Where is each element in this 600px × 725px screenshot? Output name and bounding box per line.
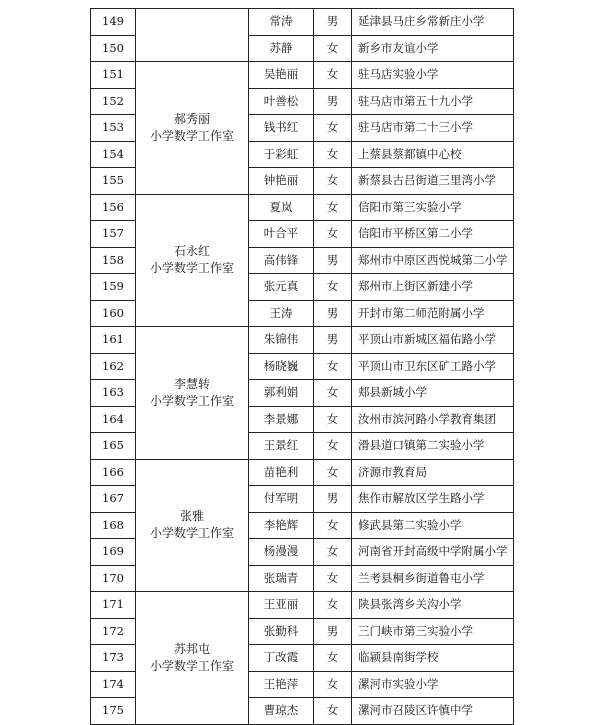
member-name: 朱锦伟 xyxy=(249,327,314,354)
member-school: 临颍县南街学校 xyxy=(352,645,514,672)
member-school: 驻马店市第五十九小学 xyxy=(352,88,514,115)
member-gender: 女 xyxy=(314,671,352,698)
row-number: 155 xyxy=(91,168,136,195)
member-name: 张元真 xyxy=(249,274,314,301)
row-number: 161 xyxy=(91,327,136,354)
member-gender: 女 xyxy=(314,221,352,248)
row-number: 164 xyxy=(91,406,136,433)
table-row xyxy=(91,62,514,89)
member-gender: 男 xyxy=(314,486,352,513)
studio-leader-name: 张雅 xyxy=(179,509,204,524)
member-name: 王艳萍 xyxy=(249,671,314,698)
row-number: 162 xyxy=(91,353,136,380)
member-name: 于彩虹 xyxy=(249,141,314,168)
row-number: 156 xyxy=(91,194,136,221)
studio-cell xyxy=(136,9,249,62)
member-gender: 女 xyxy=(314,698,352,725)
member-school: 郑州市中原区西悦城第二小学 xyxy=(352,247,514,274)
roster-table xyxy=(90,8,514,725)
table-row xyxy=(91,327,514,354)
studio-leader-name: 石永红 xyxy=(173,244,210,259)
studio-cell xyxy=(136,459,249,592)
member-name: 付军明 xyxy=(249,486,314,513)
member-gender: 女 xyxy=(314,645,352,672)
member-school: 驻马店实验小学 xyxy=(352,62,514,89)
row-number: 151 xyxy=(91,62,136,89)
member-gender: 女 xyxy=(314,35,352,62)
member-gender: 男 xyxy=(314,88,352,115)
member-name: 郭利娟 xyxy=(249,380,314,407)
member-gender: 男 xyxy=(314,300,352,327)
studio-leader-name: 李慧转 xyxy=(173,376,210,391)
table-row xyxy=(91,9,514,36)
studio-cell xyxy=(136,62,249,195)
member-school: 郏县新城小学 xyxy=(352,380,514,407)
member-gender: 男 xyxy=(314,327,352,354)
member-school: 延津县马庄乡常新庄小学 xyxy=(352,9,514,36)
member-name: 王景红 xyxy=(249,433,314,460)
member-gender: 女 xyxy=(314,194,352,221)
member-gender: 男 xyxy=(314,9,352,36)
member-gender: 女 xyxy=(314,353,352,380)
row-number: 167 xyxy=(91,486,136,513)
member-gender: 女 xyxy=(314,565,352,592)
studio-title: 小学数学工作室 xyxy=(149,526,234,541)
member-name: 钟艳丽 xyxy=(249,168,314,195)
row-number: 169 xyxy=(91,539,136,566)
studio-cell xyxy=(136,592,249,725)
member-school: 修武县第二实验小学 xyxy=(352,512,514,539)
row-number: 174 xyxy=(91,671,136,698)
member-gender: 女 xyxy=(314,406,352,433)
studio-leader-name: 苏邦屯 xyxy=(173,641,210,656)
studio-title: 小学数学工作室 xyxy=(149,261,234,276)
member-school: 新乡市友谊小学 xyxy=(352,35,514,62)
row-number: 165 xyxy=(91,433,136,460)
row-number: 149 xyxy=(91,9,136,36)
studio-title: 小学数学工作室 xyxy=(149,128,234,143)
member-name: 叶合平 xyxy=(249,221,314,248)
member-school: 开封市第二师范附属小学 xyxy=(352,300,514,327)
member-gender: 女 xyxy=(314,459,352,486)
member-name: 吴艳丽 xyxy=(249,62,314,89)
member-school: 郑州市上街区新建小学 xyxy=(352,274,514,301)
row-number: 160 xyxy=(91,300,136,327)
row-number: 153 xyxy=(91,115,136,142)
member-gender: 男 xyxy=(314,247,352,274)
member-name: 常涛 xyxy=(249,9,314,36)
row-number: 172 xyxy=(91,618,136,645)
member-school: 陕县张湾乡关沟小学 xyxy=(352,592,514,619)
member-name: 夏岚 xyxy=(249,194,314,221)
member-name: 曹琼杰 xyxy=(249,698,314,725)
member-school: 平顶山市卫东区矿工路小学 xyxy=(352,353,514,380)
studio-cell xyxy=(136,327,249,460)
roster-table-body xyxy=(91,9,514,725)
row-number: 159 xyxy=(91,274,136,301)
member-name: 杨晓巍 xyxy=(249,353,314,380)
member-name: 钱书红 xyxy=(249,115,314,142)
member-school: 兰考县桐乡街道鲁屯小学 xyxy=(352,565,514,592)
member-school: 驻马店市第二十三小学 xyxy=(352,115,514,142)
member-school: 三门峡市第三实验小学 xyxy=(352,618,514,645)
member-name: 李景娜 xyxy=(249,406,314,433)
member-gender: 女 xyxy=(314,168,352,195)
table-row xyxy=(91,592,514,619)
table-row xyxy=(91,459,514,486)
member-school: 滑县道口镇第二实验小学 xyxy=(352,433,514,460)
row-number: 168 xyxy=(91,512,136,539)
row-number: 154 xyxy=(91,141,136,168)
member-name: 叶善松 xyxy=(249,88,314,115)
member-school: 济源市教育局 xyxy=(352,459,514,486)
member-gender: 女 xyxy=(314,512,352,539)
row-number: 175 xyxy=(91,698,136,725)
member-gender: 男 xyxy=(314,618,352,645)
member-school: 漯河市实验小学 xyxy=(352,671,514,698)
member-gender: 女 xyxy=(314,592,352,619)
member-gender: 女 xyxy=(314,141,352,168)
member-gender: 女 xyxy=(314,115,352,142)
studio-title: 小学数学工作室 xyxy=(149,658,234,673)
member-name: 高伟锋 xyxy=(249,247,314,274)
member-school: 漯河市召陵区许慎中学 xyxy=(352,698,514,725)
member-school: 信阳市第三实验小学 xyxy=(352,194,514,221)
table-row xyxy=(91,194,514,221)
member-school: 上蔡县蔡都镇中心校 xyxy=(352,141,514,168)
member-name: 苗艳利 xyxy=(249,459,314,486)
row-number: 157 xyxy=(91,221,136,248)
row-number: 150 xyxy=(91,35,136,62)
member-name: 杨漫漫 xyxy=(249,539,314,566)
studio-leader-name: 郝秀丽 xyxy=(173,111,210,126)
member-name: 苏静 xyxy=(249,35,314,62)
row-number: 166 xyxy=(91,459,136,486)
member-gender: 女 xyxy=(314,539,352,566)
row-number: 173 xyxy=(91,645,136,672)
member-name: 王亚丽 xyxy=(249,592,314,619)
member-name: 王涛 xyxy=(249,300,314,327)
member-name: 李艳辉 xyxy=(249,512,314,539)
member-gender: 女 xyxy=(314,62,352,89)
member-name: 丁改霞 xyxy=(249,645,314,672)
studio-title: 小学数学工作室 xyxy=(149,393,234,408)
member-name: 张瑞青 xyxy=(249,565,314,592)
row-number: 171 xyxy=(91,592,136,619)
member-school: 焦作市解放区学生路小学 xyxy=(352,486,514,513)
row-number: 163 xyxy=(91,380,136,407)
member-name: 张勤科 xyxy=(249,618,314,645)
member-gender: 女 xyxy=(314,274,352,301)
member-school: 信阳市平桥区第二小学 xyxy=(352,221,514,248)
member-school: 汝州市滨河路小学教育集团 xyxy=(352,406,514,433)
studio-cell xyxy=(136,194,249,327)
member-gender: 女 xyxy=(314,433,352,460)
member-school: 河南省开封高级中学附属小学 xyxy=(352,539,514,566)
member-school: 新蔡县古吕街道三里湾小学 xyxy=(352,168,514,195)
member-school: 平顶山市新城区福佑路小学 xyxy=(352,327,514,354)
row-number: 152 xyxy=(91,88,136,115)
row-number: 170 xyxy=(91,565,136,592)
member-gender: 女 xyxy=(314,380,352,407)
row-number: 158 xyxy=(91,247,136,274)
